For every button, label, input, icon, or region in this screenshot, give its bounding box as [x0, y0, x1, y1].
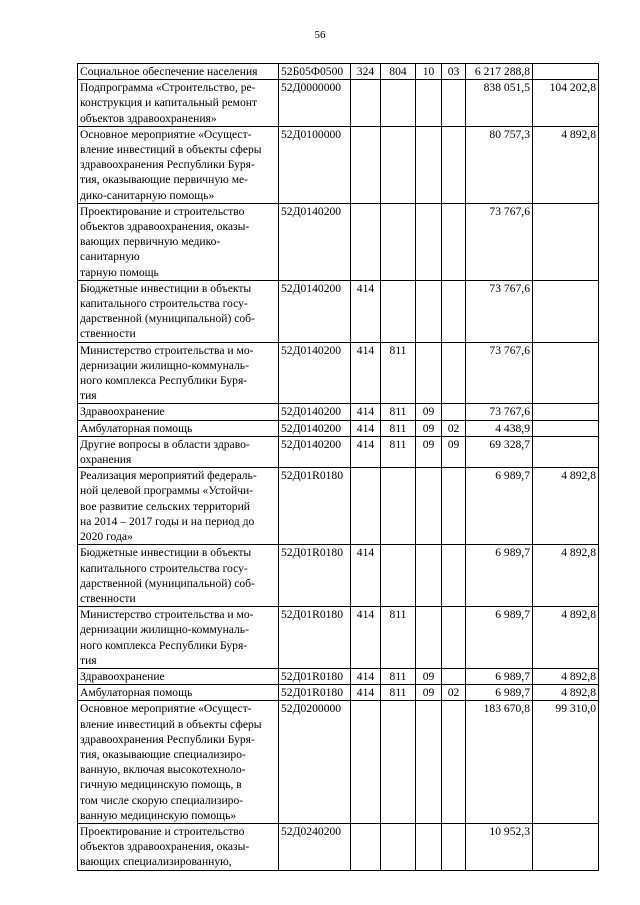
table-row [78, 280, 599, 342]
cell-vr: 414 [351, 404, 381, 420]
cell-code: 52Д0140200 [279, 342, 351, 404]
cell-name [78, 80, 279, 127]
name-line: Министерство строительства и мо- [80, 343, 254, 357]
name-line: Проектирование и строительство [80, 204, 245, 218]
cell-vr: 414 [351, 668, 381, 684]
cell-rz: 09 [416, 404, 442, 420]
cell-code: 52Д01R0180 [279, 668, 351, 684]
cell-grbs: 811 [381, 685, 416, 701]
name-line: Здравоохранение [80, 669, 165, 683]
name-line: том числе скорую специализиро- [80, 793, 244, 807]
table-row [78, 436, 599, 467]
page-number: 56 [314, 29, 326, 41]
cell-code: 52Д0100000 [279, 126, 351, 203]
name-line: вающих первичную медико-санитарную [80, 235, 221, 264]
cell-grbs: 811 [381, 404, 416, 420]
name-line: объектов здравоохранения, оказы- [80, 220, 250, 234]
cell-code: 52Д0240200 [279, 823, 351, 870]
cell-name [78, 685, 279, 701]
cell-sum-1: 6 217 288,8 [466, 64, 533, 80]
cell-grbs [381, 468, 416, 545]
table-row [78, 342, 599, 404]
name-line: Бюджетные инвестиции в объекты [80, 546, 252, 560]
name-line: дико-санитарную помощь» [80, 188, 215, 202]
cell-vr: 414 [351, 342, 381, 404]
cell-sum-2 [533, 420, 599, 436]
cell-grbs [381, 545, 416, 607]
name-line: вление инвестиций в объекты сферы [80, 717, 262, 731]
cell-grbs [381, 280, 416, 342]
name-line: Проектирование и строительство [80, 824, 245, 838]
cell-sum-1: 73 767,6 [466, 203, 533, 280]
cell-vr [351, 126, 381, 203]
cell-sum-2: 99 310,0 [533, 701, 599, 824]
cell-rz [416, 280, 442, 342]
table-row [78, 607, 599, 669]
cell-sum-2: 104 202,8 [533, 80, 599, 127]
cell-sum-2 [533, 203, 599, 280]
cell-code: 52Д0140200 [279, 203, 351, 280]
cell-code: 52Д01R0180 [279, 468, 351, 545]
cell-grbs [381, 823, 416, 870]
cell-name [78, 823, 279, 870]
cell-grbs: 804 [381, 64, 416, 80]
name-line: здравоохранения Республики Буря- [80, 732, 255, 746]
budget-table [77, 63, 599, 871]
cell-name [78, 436, 279, 467]
name-line: объектов здравоохранения» [80, 111, 217, 125]
name-line: дарственной (муниципальной) соб- [80, 312, 255, 326]
name-line: ного комплекса Республики Буря- [80, 374, 248, 388]
name-line: капитального строительства госу- [80, 297, 248, 311]
name-line: дернизации жилищно-коммуналь- [80, 623, 249, 637]
cell-sum-2 [533, 404, 599, 420]
name-line: здравоохранения Республики Буря- [80, 158, 255, 172]
cell-vr: 414 [351, 607, 381, 669]
cell-grbs [381, 701, 416, 824]
cell-pr [442, 203, 466, 280]
table-row [78, 823, 599, 870]
name-line: объектов здравоохранения, оказы- [80, 840, 250, 854]
name-line: вающих специализированную, [80, 855, 232, 869]
table-row [78, 668, 599, 684]
cell-sum-1: 838 051,5 [466, 80, 533, 127]
name-line: дернизации жилищно-коммуналь- [80, 358, 249, 372]
cell-name [78, 404, 279, 420]
cell-pr: 02 [442, 420, 466, 436]
cell-pr [442, 607, 466, 669]
cell-sum-2 [533, 64, 599, 80]
name-line: ванную медицинскую помощь» [80, 808, 237, 822]
cell-sum-2 [533, 823, 599, 870]
cell-sum-1: 10 952,3 [466, 823, 533, 870]
table-row [78, 203, 599, 280]
cell-vr: 324 [351, 64, 381, 80]
cell-rz [416, 468, 442, 545]
cell-pr [442, 280, 466, 342]
cell-sum-1: 69 328,7 [466, 436, 533, 467]
cell-vr [351, 203, 381, 280]
cell-pr [442, 404, 466, 420]
cell-vr: 414 [351, 436, 381, 467]
cell-name [78, 126, 279, 203]
cell-sum-1: 6 989,7 [466, 468, 533, 545]
table-row [78, 64, 599, 80]
name-line: ного комплекса Республики Буря- [80, 638, 248, 652]
cell-rz: 09 [416, 420, 442, 436]
cell-rz [416, 80, 442, 127]
cell-pr [442, 668, 466, 684]
cell-grbs [381, 126, 416, 203]
cell-sum-1: 6 989,7 [466, 685, 533, 701]
cell-grbs: 811 [381, 668, 416, 684]
name-line: Министерство строительства и мо- [80, 608, 254, 622]
cell-pr: 09 [442, 436, 466, 467]
name-line: конструкция и капитальный ремонт [80, 96, 258, 110]
cell-sum-1: 6 989,7 [466, 668, 533, 684]
name-line: тия, оказывающие специализиро- [80, 747, 246, 761]
cell-code: 52Д0140200 [279, 436, 351, 467]
cell-grbs: 811 [381, 342, 416, 404]
cell-sum-1: 6 989,7 [466, 545, 533, 607]
cell-name [78, 280, 279, 342]
cell-rz [416, 545, 442, 607]
cell-name [78, 701, 279, 824]
cell-vr: 414 [351, 420, 381, 436]
cell-sum-1: 4 438,9 [466, 420, 533, 436]
cell-name [78, 203, 279, 280]
table-row [78, 701, 599, 824]
cell-grbs [381, 80, 416, 127]
cell-rz: 09 [416, 436, 442, 467]
cell-sum-2: 4 892,8 [533, 607, 599, 669]
cell-vr: 414 [351, 685, 381, 701]
name-line: капитального строительства госу- [80, 561, 248, 575]
cell-rz: 09 [416, 668, 442, 684]
table-row [78, 545, 599, 607]
name-line: Подпрограмма «Строительство, ре- [80, 81, 256, 95]
cell-grbs: 811 [381, 420, 416, 436]
cell-pr [442, 468, 466, 545]
cell-grbs [381, 203, 416, 280]
cell-sum-1: 183 670,8 [466, 701, 533, 824]
cell-sum-1: 73 767,6 [466, 342, 533, 404]
name-line: гичную медицинскую помощь, в [80, 778, 242, 792]
cell-sum-1: 80 757,3 [466, 126, 533, 203]
cell-name [78, 545, 279, 607]
table-row [78, 404, 599, 420]
name-line: Другие вопросы в области здраво- [80, 437, 250, 451]
cell-pr [442, 126, 466, 203]
table-row [78, 468, 599, 545]
cell-rz [416, 607, 442, 669]
cell-rz [416, 203, 442, 280]
table-row [78, 126, 599, 203]
cell-rz [416, 701, 442, 824]
cell-code: 52Д0140200 [279, 420, 351, 436]
cell-sum-2 [533, 342, 599, 404]
name-line: Амбулаторная помощь [80, 421, 193, 435]
cell-code: 52Д01R0180 [279, 607, 351, 669]
name-line: Основное мероприятие «Осущест- [80, 127, 252, 141]
cell-sum-2 [533, 280, 599, 342]
name-line: тия, оказывающие первичную ме- [80, 173, 249, 187]
cell-code: 52Д01R0180 [279, 685, 351, 701]
cell-code: 52Д0200000 [279, 701, 351, 824]
cell-code: 52Д0140200 [279, 404, 351, 420]
cell-sum-2: 4 892,8 [533, 545, 599, 607]
cell-name [78, 342, 279, 404]
name-line: ванную, включая высокотехноло- [80, 763, 246, 777]
cell-name [78, 64, 279, 80]
name-line: вление инвестиций в объекты сферы [80, 143, 262, 157]
cell-sum-2 [533, 436, 599, 467]
name-line: тарную помощь [80, 265, 159, 279]
cell-vr [351, 468, 381, 545]
cell-rz: 09 [416, 685, 442, 701]
cell-name [78, 468, 279, 545]
cell-sum-1: 73 767,6 [466, 280, 533, 342]
cell-grbs: 811 [381, 607, 416, 669]
cell-name [78, 668, 279, 684]
name-line: ственности [80, 327, 136, 341]
table-body [78, 64, 599, 871]
name-line: Здравоохранение [80, 405, 165, 419]
cell-sum-1: 73 767,6 [466, 404, 533, 420]
name-line: Бюджетные инвестиции в объекты [80, 281, 252, 295]
cell-sum-2: 4 892,8 [533, 685, 599, 701]
name-line: Социальное обеспечение населения [80, 65, 258, 78]
cell-grbs: 811 [381, 436, 416, 467]
name-line: тия [80, 389, 97, 403]
name-line: Амбулаторная помощь [80, 686, 193, 700]
name-line: ной целевой программы «Устойчи- [80, 484, 254, 498]
cell-code: 52Б05Ф0500 [279, 64, 351, 80]
cell-rz [416, 126, 442, 203]
cell-sum-2: 4 892,8 [533, 668, 599, 684]
name-line: ственности [80, 591, 136, 605]
cell-code: 52Д01R0180 [279, 545, 351, 607]
cell-sum-2: 4 892,8 [533, 126, 599, 203]
cell-pr [442, 823, 466, 870]
cell-vr [351, 701, 381, 824]
table-row [78, 80, 599, 127]
cell-code: 52Д0140200 [279, 280, 351, 342]
name-line: Основное мероприятие «Осущест- [80, 702, 252, 716]
name-line: дарственной (муниципальной) соб- [80, 576, 255, 590]
cell-name [78, 420, 279, 436]
cell-pr [442, 545, 466, 607]
cell-rz [416, 823, 442, 870]
cell-vr: 414 [351, 280, 381, 342]
cell-sum-1: 6 989,7 [466, 607, 533, 669]
name-line: 2020 года» [80, 530, 133, 544]
cell-vr [351, 80, 381, 127]
cell-rz [416, 342, 442, 404]
name-line: охранения [80, 453, 132, 467]
cell-pr [442, 342, 466, 404]
cell-sum-2: 4 892,8 [533, 468, 599, 545]
name-line: Реализация мероприятий федераль- [80, 469, 257, 483]
name-line: на 2014 – 2017 годы и на период до [80, 514, 255, 528]
cell-rz: 10 [416, 64, 442, 80]
name-line: тия [80, 653, 97, 667]
cell-name [78, 607, 279, 669]
table-row [78, 420, 599, 436]
cell-code: 52Д0000000 [279, 80, 351, 127]
cell-pr: 03 [442, 64, 466, 80]
table-row [78, 685, 599, 701]
cell-pr [442, 80, 466, 127]
cell-vr [351, 823, 381, 870]
name-line: вое развитие сельских территорий [80, 499, 251, 513]
cell-pr: 02 [442, 685, 466, 701]
cell-vr: 414 [351, 545, 381, 607]
cell-pr [442, 701, 466, 824]
